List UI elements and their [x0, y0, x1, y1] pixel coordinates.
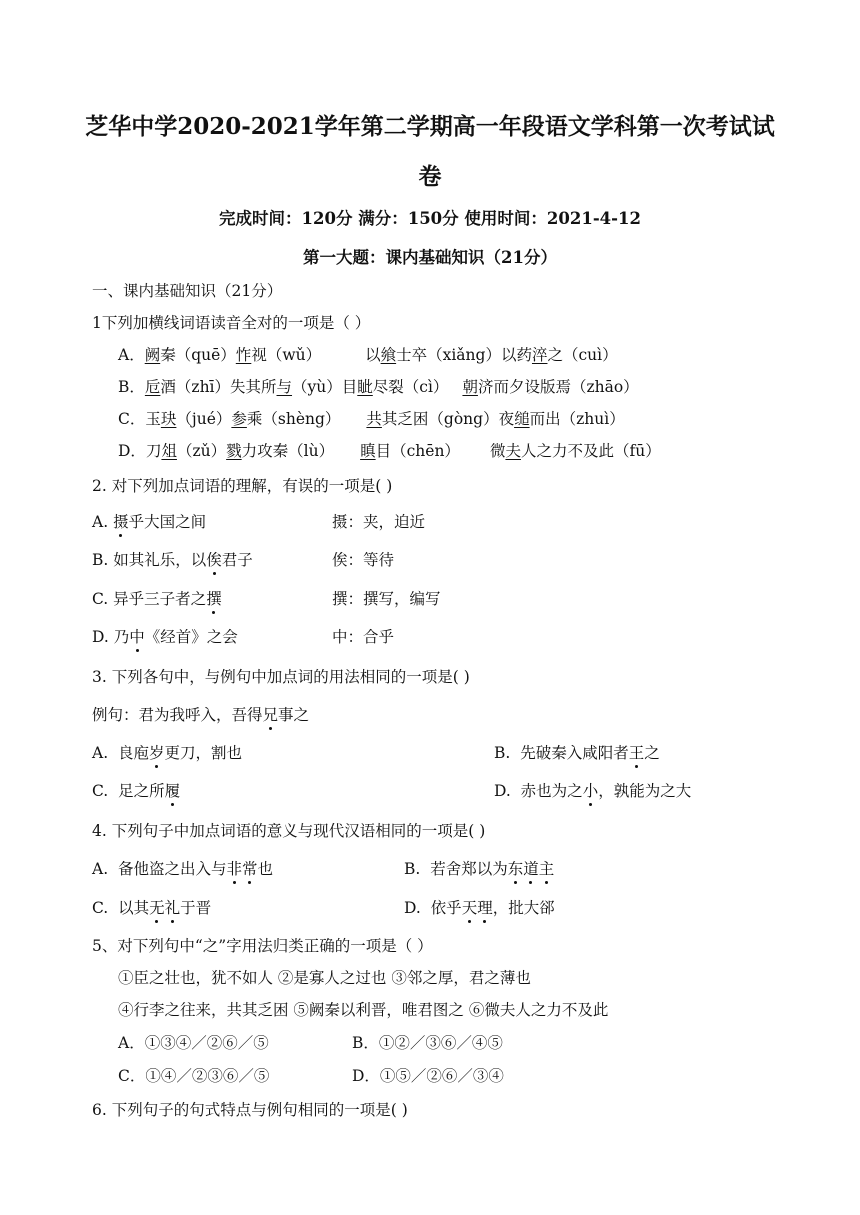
q5-option-b[interactable]: B．①②／③⑥／④⑤: [352, 1034, 503, 1052]
q3-example: [92, 705, 309, 725]
q1-option-b[interactable]: [118, 377, 639, 397]
option-text: （yù）目: [292, 378, 358, 396]
option-label: C．: [118, 410, 146, 428]
option-text: 乎大国之间: [128, 513, 207, 531]
option-text: 之: [644, 744, 660, 762]
dotted-word: 中: [129, 628, 145, 646]
dotted-word: 常: [242, 860, 258, 878]
dotted-word: 兄: [262, 706, 279, 724]
option-text: 微: [489, 442, 506, 460]
q3-option-b[interactable]: [494, 743, 660, 763]
underlined-word: 夫: [505, 442, 521, 460]
dotted-word: 主: [538, 860, 555, 878]
option-text: 济而夕设版焉（zhāo）: [477, 378, 639, 396]
option-text: 视（wǔ）: [251, 346, 322, 364]
dotted-word: 岁: [149, 744, 165, 762]
underlined-word: 眦: [357, 378, 373, 396]
underlined-word: 玦: [160, 410, 177, 428]
q3-option-d[interactable]: [494, 781, 691, 801]
underlined-word: 卮: [144, 378, 161, 396]
dotted-word: 东: [507, 860, 524, 878]
q2-option-a[interactable]: [92, 512, 206, 532]
option-text: 酒（zhī）失其所: [160, 378, 277, 396]
option-label: B.: [404, 860, 421, 878]
option-text: 于晋: [180, 899, 212, 917]
part-heading: 一、课内基础知识（21分）: [92, 282, 283, 300]
dotted-word: 摄: [113, 513, 129, 531]
underlined-word: 朝: [462, 378, 478, 396]
option-text: 如其礼乐，以: [113, 551, 207, 569]
option-text: 玉: [145, 410, 161, 428]
option-text: 士卒（xiǎng）以药: [396, 346, 532, 364]
exam-title-line2: 卷: [418, 163, 442, 190]
q5-sentences-2: ④行李之往来，共其乏困 ⑤阙秦以利晋，唯君图之 ⑥微夫人之力不及此: [118, 1001, 609, 1019]
q1-option-d[interactable]: [118, 441, 661, 461]
option-text: 依乎: [430, 899, 462, 917]
option-text: ，孰能为之大: [598, 782, 692, 800]
dotted-word: 理: [477, 899, 493, 917]
underlined-word: 阙: [144, 346, 161, 364]
option-label: C.: [92, 782, 109, 800]
option-label: A.: [92, 744, 109, 762]
option-text: 力攻秦（lù）: [241, 442, 335, 460]
option-text: 目（chēn）: [375, 442, 460, 460]
option-label: D．: [118, 442, 146, 460]
q5-option-a[interactable]: A．①③④／②⑥／⑤: [118, 1034, 269, 1052]
dotted-word: 礼: [164, 899, 181, 917]
q3-stem: 3. 下列各句中，与例句中加点词的用法相同的一项是( ): [92, 668, 470, 686]
q5-option-d[interactable]: D．①⑤／②⑥／③④: [352, 1067, 504, 1085]
option-text: 也: [257, 860, 274, 878]
underlined-word: 怍: [235, 346, 252, 364]
q2-option-b[interactable]: [92, 550, 253, 570]
option-text: 尽裂（cì）: [372, 378, 449, 396]
option-text: 刀: [145, 442, 162, 460]
underlined-word: 戮: [226, 442, 242, 460]
dotted-word: 无: [149, 899, 165, 917]
q1-stem: 1下列加横线词语读音全对的一项是（ ）: [92, 314, 371, 332]
option-label: D.: [404, 899, 421, 917]
underlined-word: 淬: [531, 346, 548, 364]
option-label: A.: [92, 860, 109, 878]
option-text: 乃: [113, 628, 130, 646]
option-text: 赤也为之: [520, 782, 583, 800]
q2-gloss-c: 撰：撰写，编写: [332, 590, 441, 608]
q2-option-c[interactable]: [92, 589, 222, 609]
option-text: 人之力不及此（fū）: [520, 442, 661, 460]
underlined-word: 与: [276, 378, 293, 396]
dotted-word: 俟: [206, 551, 222, 569]
underlined-word: 飨: [380, 346, 397, 364]
q2-gloss-d: 中：合乎: [332, 628, 395, 646]
q5-stem: 5、对下列句中“之”字用法归类正确的一项是（ ）: [92, 937, 433, 955]
option-label: C.: [92, 899, 109, 917]
option-text: ，批大郤: [492, 899, 555, 917]
option-text: 备他盗之出入与: [117, 860, 227, 878]
q2-stem: 2. 对下列加点词语的理解，有误的一项是( ): [92, 477, 393, 495]
q6-stem: 6. 下列句子的句式特点与例句相同的一项是( ): [92, 1101, 408, 1119]
option-label: B．: [118, 378, 145, 396]
option-label: D.: [494, 782, 511, 800]
option-text: 先破秦入咸阳者: [520, 744, 629, 762]
dotted-word: 天: [461, 899, 478, 917]
q3-option-a[interactable]: [92, 743, 242, 763]
exam-title-line1: 芝华中学2020-2021学年第二学期高一年段语文学科第一次考试试: [85, 113, 775, 140]
option-text: （zǔ）: [176, 442, 227, 460]
option-text: 秦（quē）: [160, 346, 236, 364]
option-text: 足之所: [118, 782, 165, 800]
underlined-word: 瞋: [360, 442, 376, 460]
option-label: A．: [118, 346, 145, 364]
option-label: A.: [92, 513, 109, 531]
dotted-word: 道: [523, 860, 539, 878]
underlined-word: 共: [366, 410, 382, 428]
section-heading: 第一大题：课内基础知识（21分）: [303, 248, 557, 267]
example-text: 例句：君为我呼入，吾得: [92, 706, 263, 724]
q4-option-c[interactable]: [92, 898, 211, 918]
option-label: B.: [92, 551, 109, 569]
underlined-word: 参: [231, 410, 247, 428]
q2-gloss-b: 俟：等待: [332, 551, 395, 569]
dotted-word: 非: [226, 860, 243, 878]
q4-option-a[interactable]: [92, 859, 273, 879]
option-label: D.: [92, 628, 109, 646]
q2-gloss-a: 摄：夹，迫近: [332, 513, 426, 531]
q4-stem: 4. 下列句子中加点词语的意义与现代汉语相同的一项是( ): [92, 822, 486, 840]
option-text: 君子: [221, 551, 253, 569]
dotted-word: 王: [628, 744, 645, 762]
example-text: 事之: [278, 706, 310, 724]
underlined-word: 缒: [514, 410, 530, 428]
option-text: 以: [365, 346, 381, 364]
exam-meta: 完成时间：120分 满分：150分 使用时间：2021-4-12: [219, 209, 641, 228]
dotted-word: 撰: [206, 590, 222, 608]
option-text: （jué）: [176, 410, 232, 428]
q5-option-c[interactable]: C．①④／②③⑥／⑤: [118, 1067, 270, 1085]
option-text: 异乎三子者之: [113, 590, 207, 608]
q1-option-a[interactable]: [118, 345, 618, 365]
option-text: 乘（shèng）: [246, 410, 341, 428]
option-text: 而出（zhuì）: [529, 410, 625, 428]
option-text: 若舍郑以为: [430, 860, 508, 878]
option-text: 《经首》之会: [144, 628, 238, 646]
option-label: B.: [494, 744, 511, 762]
q2-option-d[interactable]: [92, 627, 238, 647]
underlined-word: 俎: [161, 442, 177, 460]
dotted-word: 小: [582, 782, 599, 800]
option-text: 之（cuì）: [547, 346, 618, 364]
q3-option-c[interactable]: [92, 781, 180, 801]
option-text: 以其: [118, 899, 150, 917]
option-text: 更刀，割也: [164, 744, 243, 762]
option-text: 其乏困（gòng）夜: [381, 410, 515, 428]
q4-option-d[interactable]: [404, 898, 555, 918]
option-text: 良庖: [117, 744, 149, 762]
dotted-word: 履: [164, 782, 181, 800]
option-label: C.: [92, 590, 109, 608]
q1-option-c[interactable]: [118, 409, 625, 429]
q5-sentences-1: ①臣之壮也，犹不如人 ②是寡人之过也 ③邻之厚，君之薄也: [118, 969, 531, 987]
q4-option-b[interactable]: [404, 859, 554, 879]
